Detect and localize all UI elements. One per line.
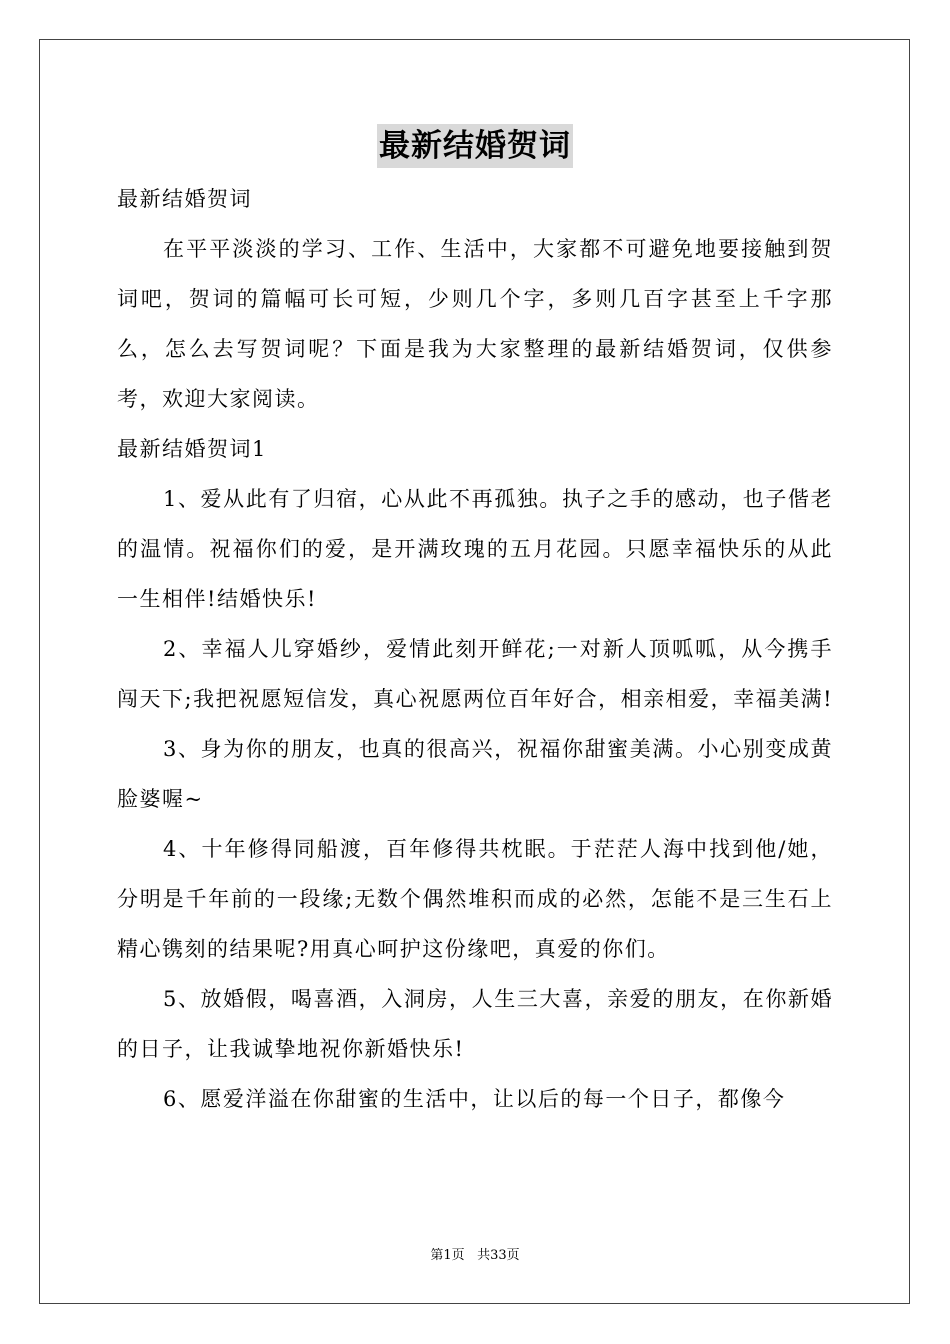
page-footer [0, 1246, 950, 1266]
title-container [0, 124, 950, 168]
paragraph-2: 最新结婚贺词1 [117, 437, 267, 461]
document-body [117, 174, 833, 1124]
page-number: 第1页 [430, 1248, 465, 1263]
page-total: 共33页 [477, 1248, 520, 1263]
document-title: 最新结婚贺词 [377, 124, 573, 168]
paragraph-6: 4、十年修得同船渡，百年修得共枕眠。于茫茫人海中找到他/她，分明是千年前的一段缘;无数个偶然堆积而成的必然，怎能不是三生石上精心镌刻的结果呢?用真心呵护这份缘吧，真爱的你们。 [117, 837, 833, 961]
paragraph-1: 在平平淡淡的学习、工作、生活中，大家都不可避免地要接触到贺词吧，贺词的篇幅可长可短，少则几个字，多则几百字甚至上千字那么，怎么去写贺词呢？下面是我为大家整理的最新结婚贺词，仅供参考，欢迎大家阅读。 [117, 237, 833, 411]
paragraph-3: 1、爱从此有了归宿，心从此不再孤独。执子之手的感动，也子偕老的温情。祝福你们的爱，是开满玫瑰的五月花园。只愿幸福快乐的从此一生相伴!结婚快乐! [117, 487, 833, 611]
paragraph-7: 5、放婚假，喝喜酒，入洞房，人生三大喜，亲爱的朋友，在你新婚的日子，让我诚挚地祝你新婚快乐! [117, 987, 833, 1061]
paragraph-0: 最新结婚贺词 [117, 187, 252, 211]
paragraph-4: 2、幸福人儿穿婚纱，爱情此刻开鲜花;一对新人顶呱呱，从今携手闯天下;我把祝愿短信发，真心祝愿两位百年好合，相亲相爱，幸福美满! [117, 637, 834, 711]
paragraph-8: 6、愿爱洋溢在你甜蜜的生活中，让以后的每一个日子，都像今 [163, 1087, 786, 1111]
paragraph-5: 3、身为你的朋友，也真的很高兴，祝福你甜蜜美满。小心别变成黄脸婆喔~ [117, 737, 833, 811]
